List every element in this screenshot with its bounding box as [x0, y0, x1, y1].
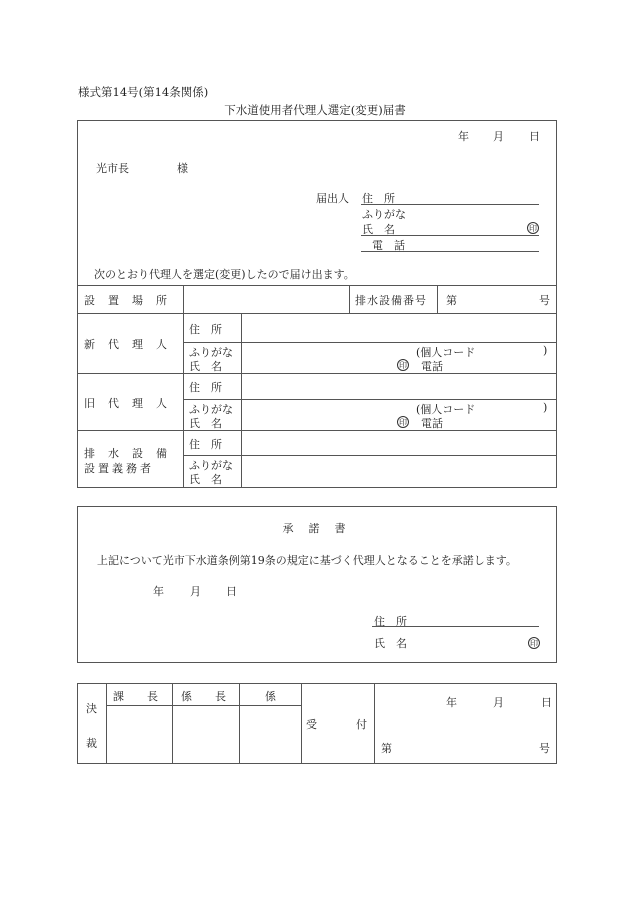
- honorific: 様: [177, 162, 188, 175]
- applicant-address-line[interactable]: [361, 204, 539, 205]
- owner-label-line1: 排 水 設 備: [84, 447, 168, 460]
- seal-icon: 印: [399, 361, 407, 370]
- consent-date-month: 月: [190, 585, 201, 598]
- seal-icon: 印: [529, 224, 537, 233]
- approval-number-prefix: 第: [381, 742, 392, 755]
- applicant-name-label: 氏 名: [362, 223, 395, 236]
- column-divider: [301, 683, 302, 764]
- applicant-phone-label: 電 話: [372, 239, 405, 252]
- approval-date-year: 年: [446, 696, 457, 709]
- date-year: 年: [458, 130, 469, 143]
- applicant-address-label: 住 所: [362, 192, 395, 205]
- decision-label-2: 裁: [86, 737, 97, 750]
- approval-date-month: 月: [493, 696, 504, 709]
- approval-date-day: 日: [541, 696, 552, 709]
- old-agent-name-label: 氏 名: [189, 417, 222, 430]
- seal-icon: 印: [530, 639, 538, 648]
- row-divider: [77, 430, 557, 431]
- old-agent-phone-label: 電話: [421, 417, 443, 430]
- old-agent-personal-code: (個人コード: [416, 403, 476, 416]
- applicant-furigana-label: ふりがな: [362, 208, 406, 221]
- new-agent-phone-label: 電話: [421, 360, 443, 373]
- received-label: 受 付: [306, 718, 381, 731]
- statement-text: 次のとおり代理人を選定(変更)したので届け出ます。: [94, 268, 355, 281]
- row-divider: [77, 313, 557, 314]
- addressee: 光市長: [96, 162, 129, 175]
- row-divider: [183, 455, 557, 456]
- old-agent-furigana-label: ふりがな: [189, 403, 233, 416]
- row-divider: [183, 399, 557, 400]
- consent-date-year: 年: [153, 585, 164, 598]
- consent-text: 上記について光市下水道条例第19条の規定に基づく代理人となることを承諾します。: [97, 554, 517, 567]
- column-divider: [349, 285, 350, 313]
- column-divider: [183, 285, 184, 488]
- row-divider: [106, 705, 301, 706]
- table-top-border: [77, 285, 557, 286]
- drainage-number-prefix: 第: [446, 294, 457, 307]
- applicant-name-line[interactable]: [361, 235, 539, 236]
- column-divider: [106, 683, 107, 764]
- new-agent-personal-code-close: ): [543, 344, 548, 357]
- row-divider: [183, 342, 557, 343]
- seal-icon: 印: [399, 418, 407, 427]
- new-agent-label: 新 代 理 人: [84, 338, 168, 351]
- form-number: 様式第14号(第14条関係): [78, 85, 209, 99]
- consent-title: 承 諾 書: [282, 522, 348, 535]
- column-divider: [437, 285, 438, 313]
- consent-name-label: 氏 名: [374, 637, 407, 650]
- applicant-phone-line[interactable]: [361, 251, 539, 252]
- subsection-chief-label: 係 長: [181, 690, 232, 703]
- owner-address-label: 住 所: [189, 438, 222, 451]
- consent-address-line[interactable]: [372, 626, 539, 627]
- location-label: 設 置 場 所: [84, 294, 168, 307]
- old-agent-personal-code-close: ): [543, 401, 548, 414]
- date-month: 月: [493, 130, 504, 143]
- decision-label-1: 決: [86, 702, 97, 715]
- old-agent-label: 旧 代 理 人: [84, 397, 168, 410]
- consent-address-label: 住 所: [374, 615, 407, 628]
- applicant-label: 届出人: [316, 192, 349, 205]
- approval-number-suffix: 号: [539, 742, 550, 755]
- new-agent-personal-code: (個人コード: [416, 346, 476, 359]
- row-divider: [77, 373, 557, 374]
- column-divider: [239, 683, 240, 764]
- owner-name-label: 氏 名: [189, 473, 222, 486]
- date-day: 日: [529, 130, 540, 143]
- drainage-number-suffix: 号: [539, 294, 550, 307]
- new-agent-furigana-label: ふりがな: [189, 346, 233, 359]
- consent-date-day: 日: [226, 585, 237, 598]
- form-title: 下水道使用者代理人選定(変更)届書: [224, 103, 406, 117]
- new-agent-name-label: 氏 名: [189, 360, 222, 373]
- staff-label: 係: [265, 690, 276, 703]
- column-divider: [241, 313, 242, 488]
- owner-furigana-label: ふりがな: [189, 459, 233, 472]
- owner-label-line2: 設置義務者: [84, 462, 154, 475]
- section-chief-label: 課 長: [113, 690, 164, 703]
- new-agent-address-label: 住 所: [189, 323, 222, 336]
- column-divider: [172, 683, 173, 764]
- drainage-number-label: 排水設備番号: [355, 294, 427, 307]
- old-agent-address-label: 住 所: [189, 381, 222, 394]
